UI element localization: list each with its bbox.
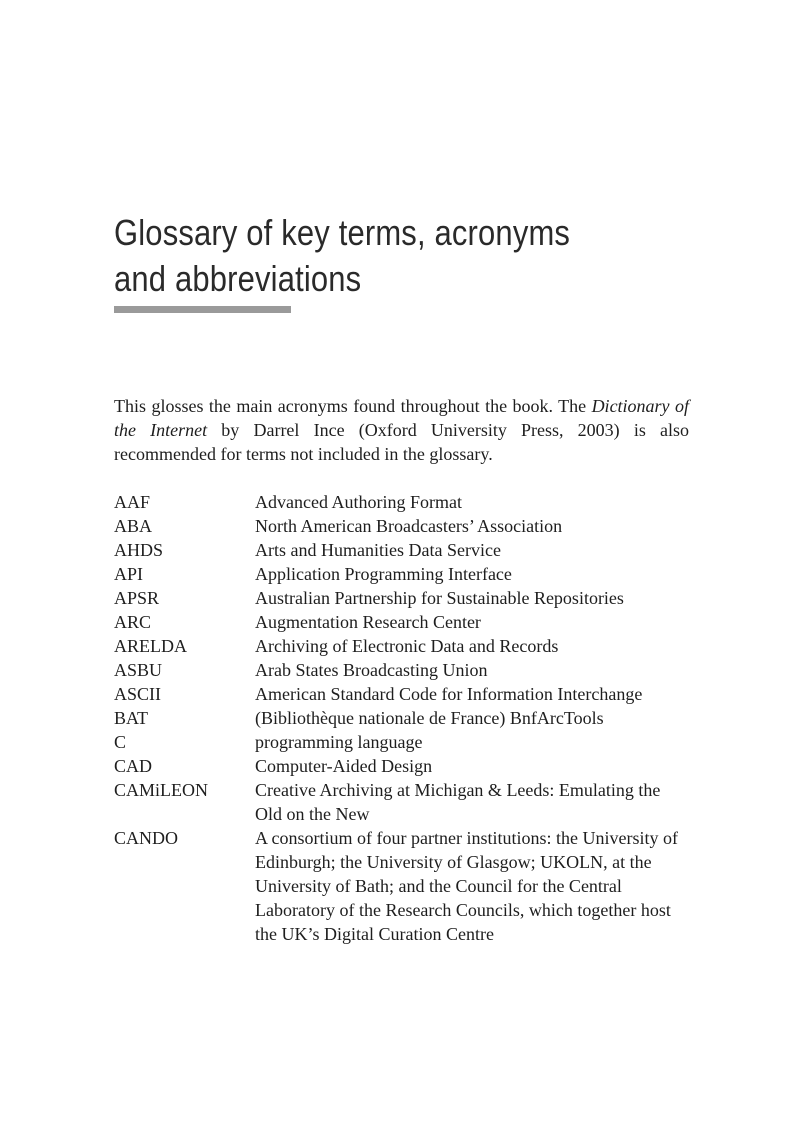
glossary-definition: Application Programming Interface — [255, 564, 512, 584]
glossary-definition: programming language — [255, 732, 423, 752]
glossary-term: ARELDA — [114, 636, 187, 656]
glossary-term: AHDS — [114, 540, 164, 560]
glossary-entry — [114, 586, 689, 610]
intro-text-after: by Darrel Ince (Oxford University Press, 2003) is also recommended for terms not included in the glossary. — [114, 420, 689, 464]
glossary-term: ASBU — [114, 660, 163, 680]
glossary-term: API — [114, 564, 144, 584]
glossary-term: APSR — [114, 588, 160, 608]
glossary-definition: Archiving of Electronic Data and Records — [255, 636, 559, 656]
glossary-definition: Augmentation Research Center — [255, 612, 481, 632]
glossary-definition: (Bibliothèque nationale de France) BnfArcTools — [255, 708, 604, 728]
glossary-definition: North American Broadcasters’ Association — [255, 516, 563, 536]
intro-paragraph — [114, 394, 689, 466]
glossary-term: C — [114, 732, 127, 752]
glossary-definition: Arab States Broadcasting Union — [255, 660, 488, 680]
intro-book-title: Dictionary of the Internet — [114, 396, 689, 440]
glossary-term: ASCII — [114, 684, 162, 704]
glossary-definition: Computer-Aided Design — [255, 756, 433, 776]
glossary-term: ABA — [114, 516, 153, 536]
glossary-entry — [114, 610, 689, 634]
title-underline-rule — [114, 306, 291, 313]
glossary-term: CAMiLEON — [114, 780, 208, 800]
glossary-term: CAD — [114, 756, 153, 776]
glossary-entry — [114, 754, 689, 778]
glossary-list — [114, 490, 689, 946]
glossary-term: AAF — [114, 492, 151, 512]
glossary-entry — [114, 562, 689, 586]
glossary-entry — [114, 634, 689, 658]
glossary-definition: Creative Archiving at Michigan & Leeds: Emulating the Old on the New — [255, 780, 661, 824]
glossary-term: ARC — [114, 612, 152, 632]
glossary-entry — [114, 490, 689, 514]
glossary-entry — [114, 826, 689, 946]
glossary-definition: Advanced Authoring Format — [255, 492, 462, 512]
glossary-definition: A consortium of four partner institutions: the University of Edinburgh; the University of Glasgow; UKOLN, at the University of Bath; and the Council for the Central Laboratory of the Research Councils, which together host the UK’s Digital Curation Centre — [255, 828, 678, 944]
glossary-entry — [114, 514, 689, 538]
intro-text-before: This glosses the main acronyms found throughout the book. The — [114, 396, 592, 416]
glossary-entry — [114, 658, 689, 682]
glossary-definition: Arts and Humanities Data Service — [255, 540, 501, 560]
glossary-definition: Australian Partnership for Sustainable Repositories — [255, 588, 624, 608]
glossary-term: BAT — [114, 708, 149, 728]
glossary-entry — [114, 538, 689, 562]
glossary-entry — [114, 682, 689, 706]
glossary-definition: American Standard Code for Information Interchange — [255, 684, 643, 704]
glossary-entry — [114, 730, 689, 754]
glossary-entry — [114, 778, 689, 826]
page-title: Glossary of key terms, acronyms and abbreviations — [114, 212, 571, 299]
glossary-entry — [114, 706, 689, 730]
glossary-term: CANDO — [114, 828, 179, 848]
